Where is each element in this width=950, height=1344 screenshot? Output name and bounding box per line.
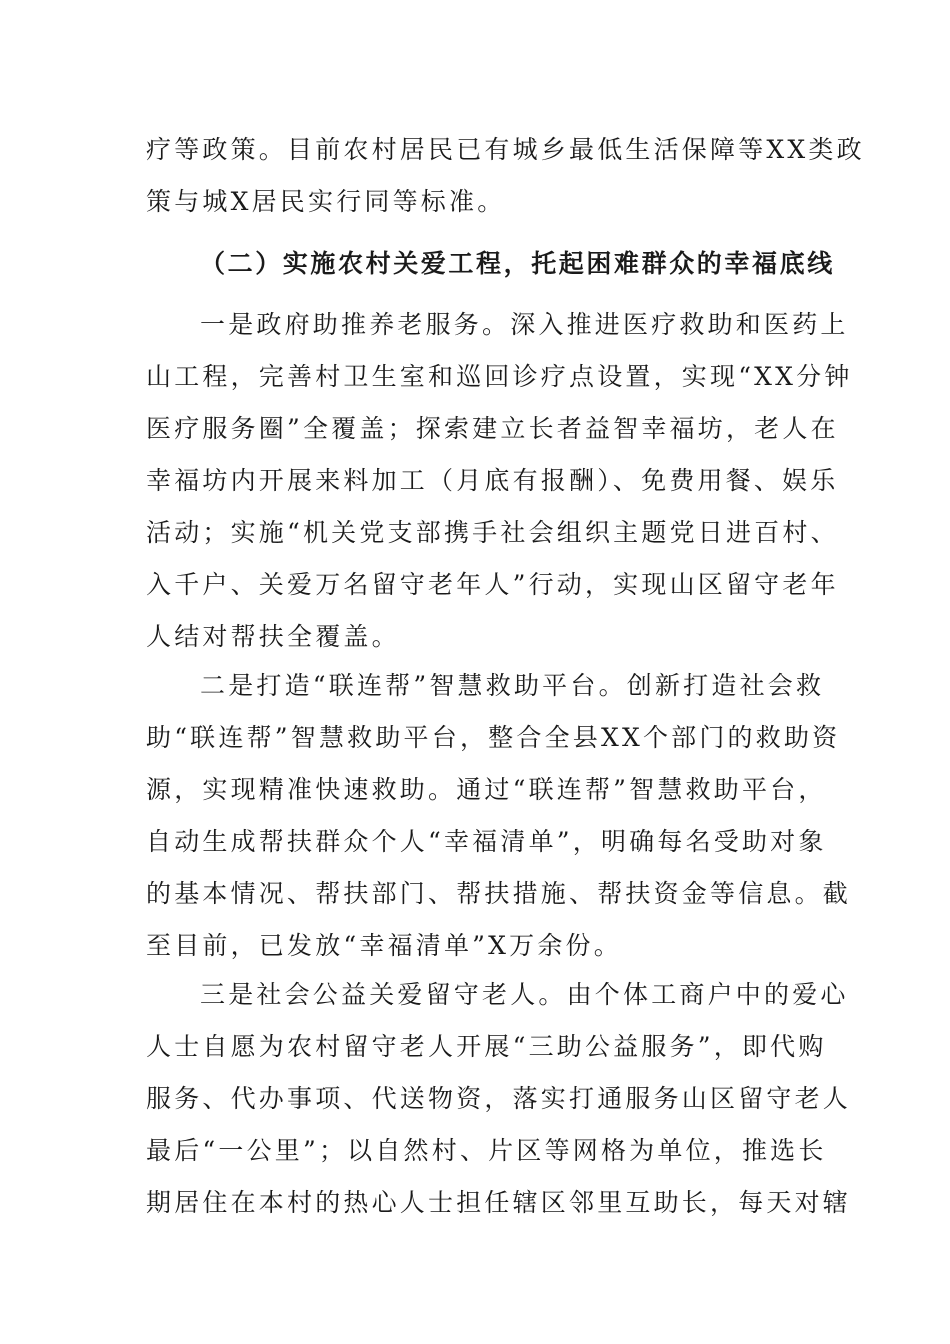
text-line: 人结对帮扶全覆盖。 bbox=[146, 622, 400, 651]
text-line: 疗等政策。目前农村居民已有城乡最低生活保障等XX类政 bbox=[146, 135, 865, 164]
text-line: 源，实现精准快速救助。通过“联连帮”智慧救助平台， bbox=[146, 775, 827, 804]
text-line: 活动；实施“机关党支部携手社会组织主题党日进百村、 bbox=[146, 518, 839, 547]
paragraph-public-welfare bbox=[146, 969, 852, 1229]
text-line: 期居住在本村的热心人士担任辖区邻里互助长，每天对辖 bbox=[146, 1188, 852, 1217]
text-line: 助“联连帮”智慧救助平台，整合全县XX个部门的救助资 bbox=[146, 723, 841, 752]
text-line: 一是政府助推养老服务。深入推进医疗救助和医药上 bbox=[200, 310, 849, 339]
text-line: 自动生成帮扶群众个人“幸福清单”，明确每名受助对象 bbox=[146, 827, 827, 856]
text-line: 至目前，已发放“幸福清单”X万余份。 bbox=[146, 931, 622, 960]
text-line: 幸福坊内开展来料加工（月底有报酬）、免费用餐、娱乐 bbox=[146, 466, 839, 495]
text-line: 医疗服务圈”全覆盖；探索建立长者益智幸福坊，老人在 bbox=[146, 414, 839, 443]
paragraph-relief-platform bbox=[146, 660, 852, 972]
text-line: 服务、代办事项、代送物资，落实打通服务山区留守老人 bbox=[146, 1084, 852, 1113]
text-line: 三是社会公益关爱留守老人。由个体工商户中的爱心 bbox=[200, 980, 849, 1009]
text-line: 二是打造“联连帮”智慧救助平台。创新打造社会救 bbox=[200, 671, 825, 700]
text-line: 最后“一公里”；以自然村、片区等网格为单位，推选长 bbox=[146, 1136, 827, 1165]
text-line: 的基本情况、帮扶部门、帮扶措施、帮扶资金等信息。截 bbox=[146, 879, 852, 908]
section-heading bbox=[146, 238, 835, 290]
paragraph-intro bbox=[146, 124, 865, 228]
text-line: 入千户、关爱万名留守老年人”行动，实现山区留守老年 bbox=[146, 570, 839, 599]
text-line: 策与城X居民实行同等标准。 bbox=[146, 187, 506, 216]
paragraph-elderly-services bbox=[146, 299, 853, 663]
section-heading-text: （二）实施农村关爱工程，托起困难群众的幸福底线 bbox=[200, 249, 835, 278]
text-line: 山工程，完善村卫生室和巡回诊疗点设置，实现“XX分钟 bbox=[146, 362, 853, 391]
text-line: 人士自愿为农村留守老人开展“三助公益服务”，即代购 bbox=[146, 1032, 827, 1061]
